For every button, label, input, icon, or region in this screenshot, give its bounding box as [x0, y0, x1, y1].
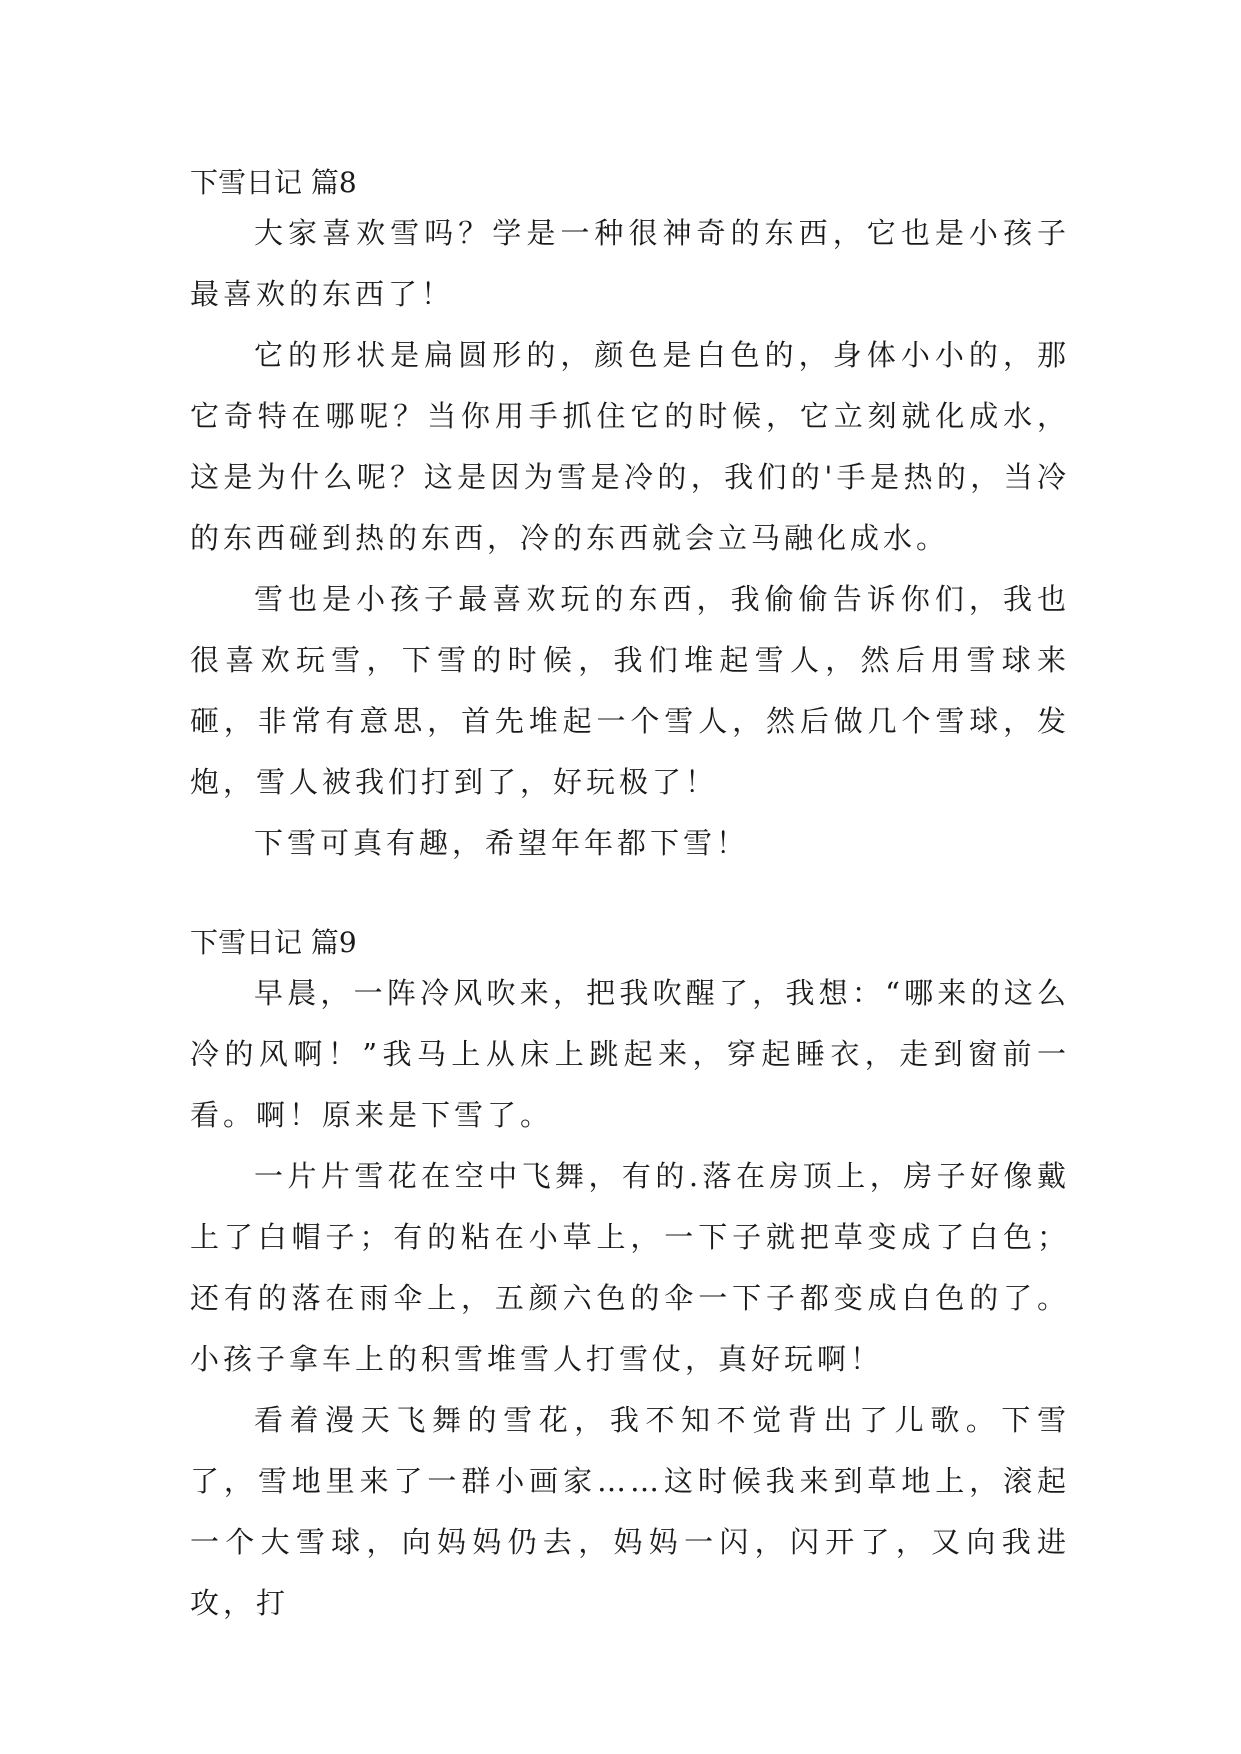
- paragraph: 看着漫天飞舞的雪花，我不知不觉背出了儿歌。下雪了，雪地里来了一群小画家……这时候我来到草地上，滚起一个大雪球，向妈妈仍去，妈妈一闪，闪开了，又向我进攻，打: [190, 1403, 1070, 1620]
- entry-heading: 下雪日记 篇8: [190, 166, 357, 199]
- paragraph: 早晨，一阵冷风吹来，把我吹醒了，我想：“哪来的这么冷的风啊！”我马上从床上跳起来，穿起睡衣，走到窗前一看。啊！原来是下雪了。: [190, 976, 1070, 1132]
- paragraph: 它的形状是扁圆形的，颜色是白色的，身体小小的，那它奇特在哪呢？当你用手抓住它的时候，它立刻就化成水，这是为什么呢？这是因为雪是冷的，我们的'手是热的，当冷的东西碰到热的东西，冷的东西就会立马融化成水。: [190, 338, 1070, 555]
- paragraph: 一片片雪花在空中飞舞，有的.落在房顶上，房子好像戴上了白帽子；有的粘在小草上，一下子就把草变成了白色；还有的落在雨伞上，五颜六色的伞一下子都变成白色的了。小孩子拿车上的积雪堆雪人打雪仗，真好玩啊！: [190, 1159, 1070, 1376]
- paragraph: 下雪可真有趣，希望年年都下雪！: [254, 826, 750, 860]
- paragraph: 大家喜欢雪吗？学是一种很神奇的东西，它也是小孩子最喜欢的东西了！: [190, 216, 1070, 311]
- entry-heading: 下雪日记 篇9: [190, 926, 357, 959]
- paragraph: 雪也是小孩子最喜欢玩的东西，我偷偷告诉你们，我也很喜欢玩雪，下雪的时候，我们堆起雪人，然后用雪球来砸，非常有意思，首先堆起一个雪人，然后做几个雪球，发炮，雪人被我们打到了，好玩极了！: [190, 582, 1070, 799]
